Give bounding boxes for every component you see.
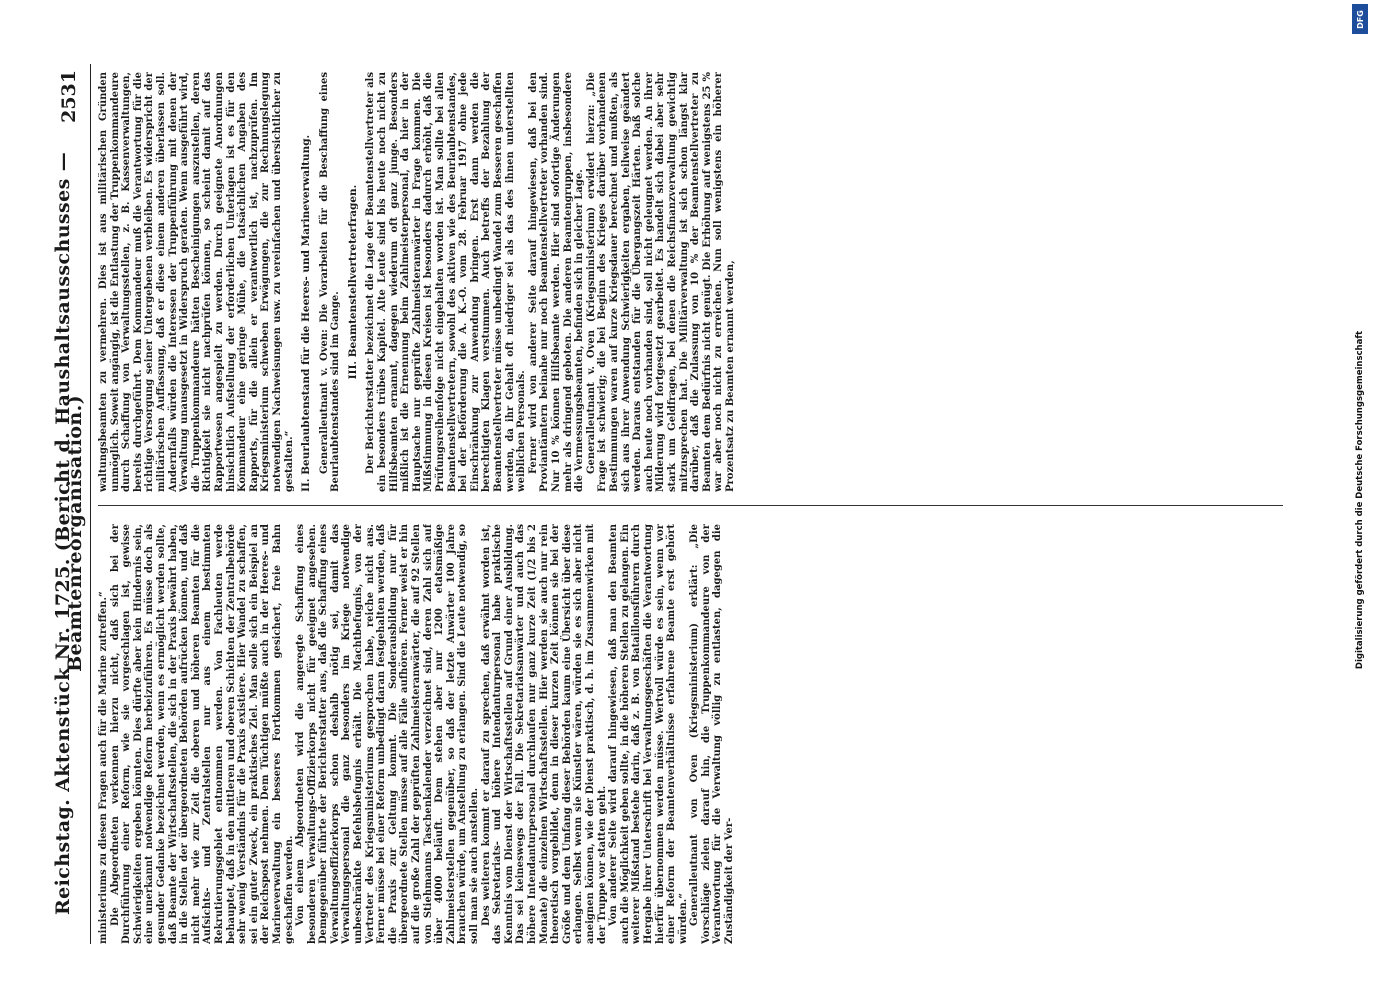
digitization-note: Digitalisierung gefördert durch die Deutsche Forschungsgemeinschaft [1355,330,1365,670]
dfg-logo [1352,4,1368,34]
paragraph: Generalleutnant von Oven (Kriegsministerium) erklärt: „Die Vorschläge zielen darauf hin, die Truppenkommandeure von der Verantwortung für die Verwaltung völlig zu entlasten, dagegen die Zuständigkeit der Ver- [689,524,736,944]
paragraph: Die Abgeordneten verkennen hierzu nicht, daß sich bei der Durchführung einer Reform, wie sie vorgeschlagen ist, gewisse Schwierigkeiten ergeben könnten. Dies dürfte aber kein Hindernis sein, eine unerkannt notwendige Reform herbeizuführen. Es müsse doch als gesunder Gedanke bezeichnet werden, wenn es ermöglicht werden sollte, daß Beamte der Wirtschaftsstellen, die sich in der Praxis bewährt haben, in die Stellen der übergeordneten Behörden aufrücken können, und daß nicht mehr wie zur Zeit die oberen und höheren Beamten für die Aufsichts- und Zentralstellen nur aus einem bestimmten Rekrutierungsgebiet entnommen werden. Von Fachleuten werde behauptet, daß in den mittleren und oberen Schichten der Zentralbehörde sehr wenig Verständnis für die Praxis existiere. Hier Wandel zu schaffen, sei ein guter Zweck, ein praktisches Ziel. Man solle sich ein Beispiel an der Reichspost nehmen. Dem Tüchtigen müßte auch in der Heeres- und Marineverwaltung ein besseres Fortkommen gesichert, freie Bahn geschaffen werden. [109,524,295,944]
dfg-logo-text: DFG [1355,9,1365,29]
paragraph: Der Berichterstatter bezeichnet die Lage der Beamtenstellvertreter als ein besonders trübes Kapitel. Alte Leute sind bis heute noch nicht zu Hilfsbeamten ernannt, dagegen wiederum oft ganz junge. Besonders mißlich ist die Ernennung beim Zahlmeisterpersonal, da hier in der Hauptsache nur geprüfte Zahlmeisteranwärter in Frage kommen. Die Mißstimmung in diesen Kreisen ist besonders dadurch erhöht, daß die Prüfungsreihenfolge nicht eingehalten worden ist. Man sollte bei allen Beamtenstellvertretern, sowohl des aktiven wie des Beurlaubtenstandes, bei der Beförderung die A. K.-O. vom 28. Februar 1917 ohne jede Einschränkung zur Anwendung bringen. Erst dann werden die berechtigten Klagen verstummen. Auch betreffs der Bezahlung der Beamtenstellvertreter müsse unbedingt Wandel zum Besseren geschaffen werden, da ihr Gehalt oft niedriger sei als das des ihnen unterstellten weiblichen Personals. [365,72,528,492]
right-column [98,72,1283,492]
paragraph: Des weiteren kommt er darauf zu sprechen, daß erwähnt worden ist, das Sekretariats- und höhere Intendanturpersonal habe praktische Kenntnis vom Dienst der Wirtschaftsstellen auf Grund einer Ausbildung. Das sei keineswegs der Fall. Die Sekretariatsanwärter und auch das höhere Intendanturpersonal durchlaufen nur ganz kurze Zeit (1/2 bis 2 Monate) die einzelnen Wirtschaftsstellen. Hier werden sie auch nur rein theoretisch vorgebildet, denn in dieser kurzen Zeit können sie bei der Größe und dem Umfang dieser Behörden kaum eine Übersicht über diese erlangen. Selbst wenn sie Künstler wären, würden sie es sich aber nicht aneignen können, wie der Dienst praktisch, d. h. im Zusammenwirken mit der Truppe vor statten geht. [480,524,608,944]
paragraph: Generalleutnant v. Oven: Die Vorarbeiten für die Beschaffung eines Beurlaubtenstandes sind im Gange. [318,72,342,492]
column-divider [98,505,1283,506]
page-number: 2531 [58,70,81,123]
paragraph: ministeriums zu diesen Fragen auch für die Marine zutreffen.“ [98,591,109,944]
section-heading: III. Beamtenstellvertreterfragen. [346,184,359,380]
section-heading: II. Beurlaubtenstand für die Heeres- und Marineverwaltung. [300,134,313,492]
paragraph: waltungsbeamten zu vermehren. Dies ist aus militärischen Gründen unmöglich. Soweit angängig, ist die Entlastung der Truppenkommandeure durch Schaffung von Verwaltungsstellen, z. B. Kassenverwaltungen, bereits durchgeführt. Dem Kommandeur muß die Verantwortung für die richtige Versorgung seiner Untergebenen verbleiben. Es widerspricht der militärischen Auffassung, daß er diese einem anderen überlassen soll. Andernfalls würden die Interessen der Truppenführung mit denen der Verwaltung unausgesetzt in Widerspruch geraten. Wenn ausgeführt wird, die Truppenkommandeure hätten Bescheinigungen auszustellen, deren Richtigkeit sie nicht nachprüfen können, so scheint damit auf das Rapportwesen angespielt zu werden. Durch geeignete Anordnungen hinsichtlich Aufstellung der erforderlichen Unterlagen ist es für den Kommandeur eine geringe Mühe, die tatsächlichen Angaben des Rapports, für die allein er verantwortlich ist, nachzuprüfen. Im Kriegsministerium schweben Erwägungen, die zur Rechnungslegung notwendigen Nachweisungen usw. zu vereinfachen und übersichtlicher zu gestalten.“ [98,72,295,492]
paragraph: Von anderer Seite wird darauf hingewiesen, daß man den Beamten auch die Möglichkeit geben sollte, in die höheren Stellen zu gelangen. Ein weiterer Mißstand bestehe darin, daß z. B. von Bataillonsführern durch Hergabe ihrer Unterschrift bei Verwaltungsgeschäften die Verantwortung hierfür übernommen werden müsse. Wertvoll würde es sein, wenn vor einer Reform der Beamtenverhältnisse erfahrene Beamte erst gehört würden.“ [608,524,689,944]
left-column [98,524,1283,944]
paragraph: Von einem Abgeordneten wird die angeregte Schaffung eines besonderen Verwaltungs-Offizierkorps nicht für geeignet angesehen. Demgegenüber führte der Berichterstatter aus, daß die Schaffung eines Verwaltungsoffizierkorps schon deshalb nötig sei, damit das Verwaltungspersonal die ganz besonders im Kriege notwendige unbeschränkte Befehlsbefugnis erhält. Die Machtbefugnis, von der Vertreter des Kriegsministeriums gesprochen habe, reiche nicht aus. Ferner müsse bei einer Reform unbedingt daran festgehalten werden, daß die Praxis zur Geltung kommt. Die Sonderausbildung nur für übergeordnete Stellen müsse auf alle Fälle aufhören. Ferner weist er hin auf die große Zahl der geprüften Zahlmeisteranwärter, die auf 92 Stellen von Stiehmanns Taschenkalender verzeichnet sind, deren Zahl sich auf über 4000 beläuft. Dem stehen aber nur 1200 etatsmäßige Zahlmeisterstellen gegenüber, so daß der letzte Anwärter 100 Jahre brauchen würde, um Anstellung zu erlangen. Sind die Leute notwendig, so soll man sie auch anstellen. [295,524,480,944]
paragraph: Ferner wird von anderer Seite darauf hingewiesen, daß bei den Proviantämtern beinahe nur noch Beamtenstellvertreter vorhanden sind. Nur 10 % können Hilfsbeamte werden. Hier sind sofortige Änderungen mehr als dringend geboten. Die anderen Beamtengruppen, insbesondere die Vermessungsbeamten, befinden sich in gleicher Lage. [527,72,586,492]
rotated-document-page [50,64,1285,944]
running-title: Reichstag. Aktenstück Nr. 1725. (Bericht d. Haushaltsausschusses — Beamtenreorganisation.) [52,151,86,916]
page-header [50,64,91,944]
paragraph: Generalleutnant v. Oven (Kriegsministerium) erwidert hierzu: „Die Frage ist schwierig; die bei Beginn des Krieges darüber vorhandenen Bestimmungen waren auf kurze Kriegsdauer berechnet und mußten, als sich aus ihrer Anwendung Schwierigkeiten ergaben, teilweise geändert werden. Daraus entstanden für die Übergangszeit Härten. Daß solche auch heute noch vorhanden sind, soll nicht geleugnet werden. An ihrer Milderung wird fortgesetzt gearbeitet. Es handelt sich dabei aber sehr stark um Geldfragen, bei denen die Reichsfinanzverwaltung gewichtig mitzusprechen hat. Die Militärverwaltung ist sich schon längst klar darüber, daß die Zulassung von 10 % der Beamtenstellvertreter zu Beamten dem Bedürfnis nicht genügt. Die Erhöhung auf wenigstens 25 % war aber noch nicht zu erreichen. Nun soll wenigstens ein höherer Prozentsatz zu Beamten ernannt werden, [585,72,736,492]
